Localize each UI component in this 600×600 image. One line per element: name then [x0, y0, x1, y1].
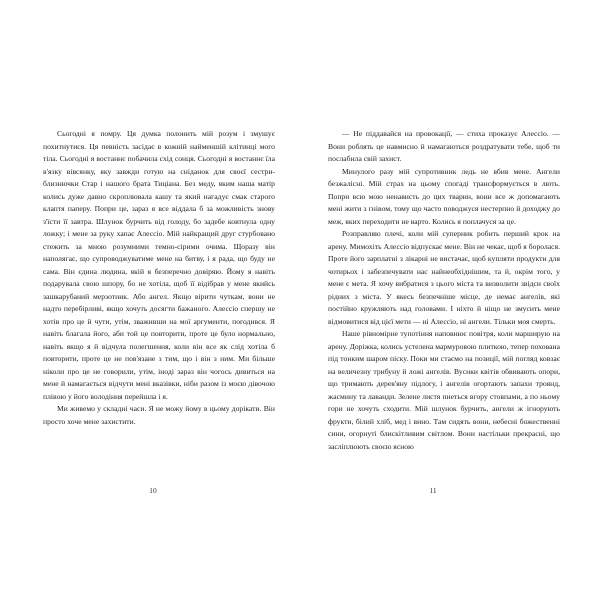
left-paragraph-1: Сьогодні я помру. Ця думка полонить мій розум і змушує похитнутися. Ця певність засідає в кожній найменшій клітинці мого тіла. Сьогодні я востаннє побачила схід сонця. Сьогодні я востаннє їла в'язку вівсянку, яку завжди готую на сніданок для своєї сестри-близнючки Стар і нашого брата Тиціана. Без меду, яким наша матір колись дуже давно скроплювала кашу та який нагадує смак старого клаптя паперу. Попри це, зараз я все віддала б за можливість знову з'їсти її завтра. Шлунок бурчить від голоду, бо задебе ковтнула одну ложку; і мене за руку хапає Алессіо. Мій найкращий друг стурбовано стежить за мною розумними темно-сірими очима. Щоразу він наполягає, що супроводжуватиме мене на битву, і я рада, що буду не сама. Він єдина людина, якій я безперечно довіряю. Йому я навіть подарувала свою шпору, бо не хотіла, щоб її відібрав у мене якийсь зашкарубаний мерзотник. Або ангел. Якщо вірити чуткам, вони не надто перебірливі, якщо хочуть досягти бажаного. Алессіо спершу не хотів про це й чути, утім, зваживши на мої аргументи, погодився. Я навіть благала його, аби той це повторити, проте це було нормально, навіть якщо я й відчула полегшення, коли він все як слід хотіла б повторити, проте це не пов'язане з тим, що і він з ним. Ми більше ніколи про це не говорили, утім, іноді зараз він чогось дивиться на мене й намагається відчути мені вказівки, ніби разом із моєю дівочою плівою у його володіння перейшла і я. — [43, 129, 275, 401]
right-paragraph-1: — Не піддавайся на провокації, — стиха проказує Алессіо. — Вони роблять це навмисно й намагаються роздратувати тебе, щоб ти послабила свій захист. — [328, 129, 560, 163]
right-page — [328, 128, 560, 453]
left-page — [43, 128, 275, 428]
left-page-number: 10 — [149, 486, 157, 495]
right-page-number: 11 — [429, 486, 437, 495]
right-paragraph-3: Розправляю плечі, коли мій суперник робить перший крок на арену. Мимохіть Алессіо відпускає мене. Він не чекає, щоб я боролася. Проте його зарплатні з лікарні не вистачає, щоб купляти продукти для чотирьох і забезпечувати нас найнеобхіднішим, та й, окрім того, у мене є мета. Я хочу вибратися з цього міста та визволити звідси своїх рідних з міста. У якесь безпечніше місце, де немає ангелів, які постійно кружляють над головами. І ніхто й ніщо не змусить мене відмовитися від цієї мети — ні Алессіо, ні ангели. Тільки моя смерть. — [328, 229, 560, 326]
right-paragraph-4: Наше рівномірне тупотіння наповнює повітря, коли марширую на арену. Доріжка, колись устелена мармуровою плиткою, тепер похована під тонким шаром піску. Поки ми стаємо на позиції, мій погляд ковзає на величезну трибуну й ложі ангелів. Вусики квітів обвивають опори, що тримають дерев'яну підлогу, і ангелів огортають запахи троянд, жасмину та лаванди. Зелене листя пнеться вгору стовпами, а по ньому гори не хочуть сходити. Мій шлунок бурчить, ангели ж ігнорують фрукти, білий хліб, мед і вино. Там сидять вони, небесні божественні сини, огорнуті блискітливим світлом. Вони настільки прекрасні, що засліплюють своєю ясною — [328, 329, 560, 451]
left-paragraph-2: Ми живемо у складні часи. Я не можу йому в цьому дорікати. Він просто хоче мене захистити. — [43, 404, 275, 426]
right-paragraph-2: Минулого разу мій супротивник ледь не вбив мене. Ангели безжалісні. Мій страх на цьому спогаді трансформується в лють. Попри всю мою ненависть до цих тварин, вони все ж допомагають мені жити з гнівом, тому що часто поводжуся нестерпно й доходжу до меж, яких переходити не варто. Колись я поплачуся за це. — [328, 166, 560, 226]
